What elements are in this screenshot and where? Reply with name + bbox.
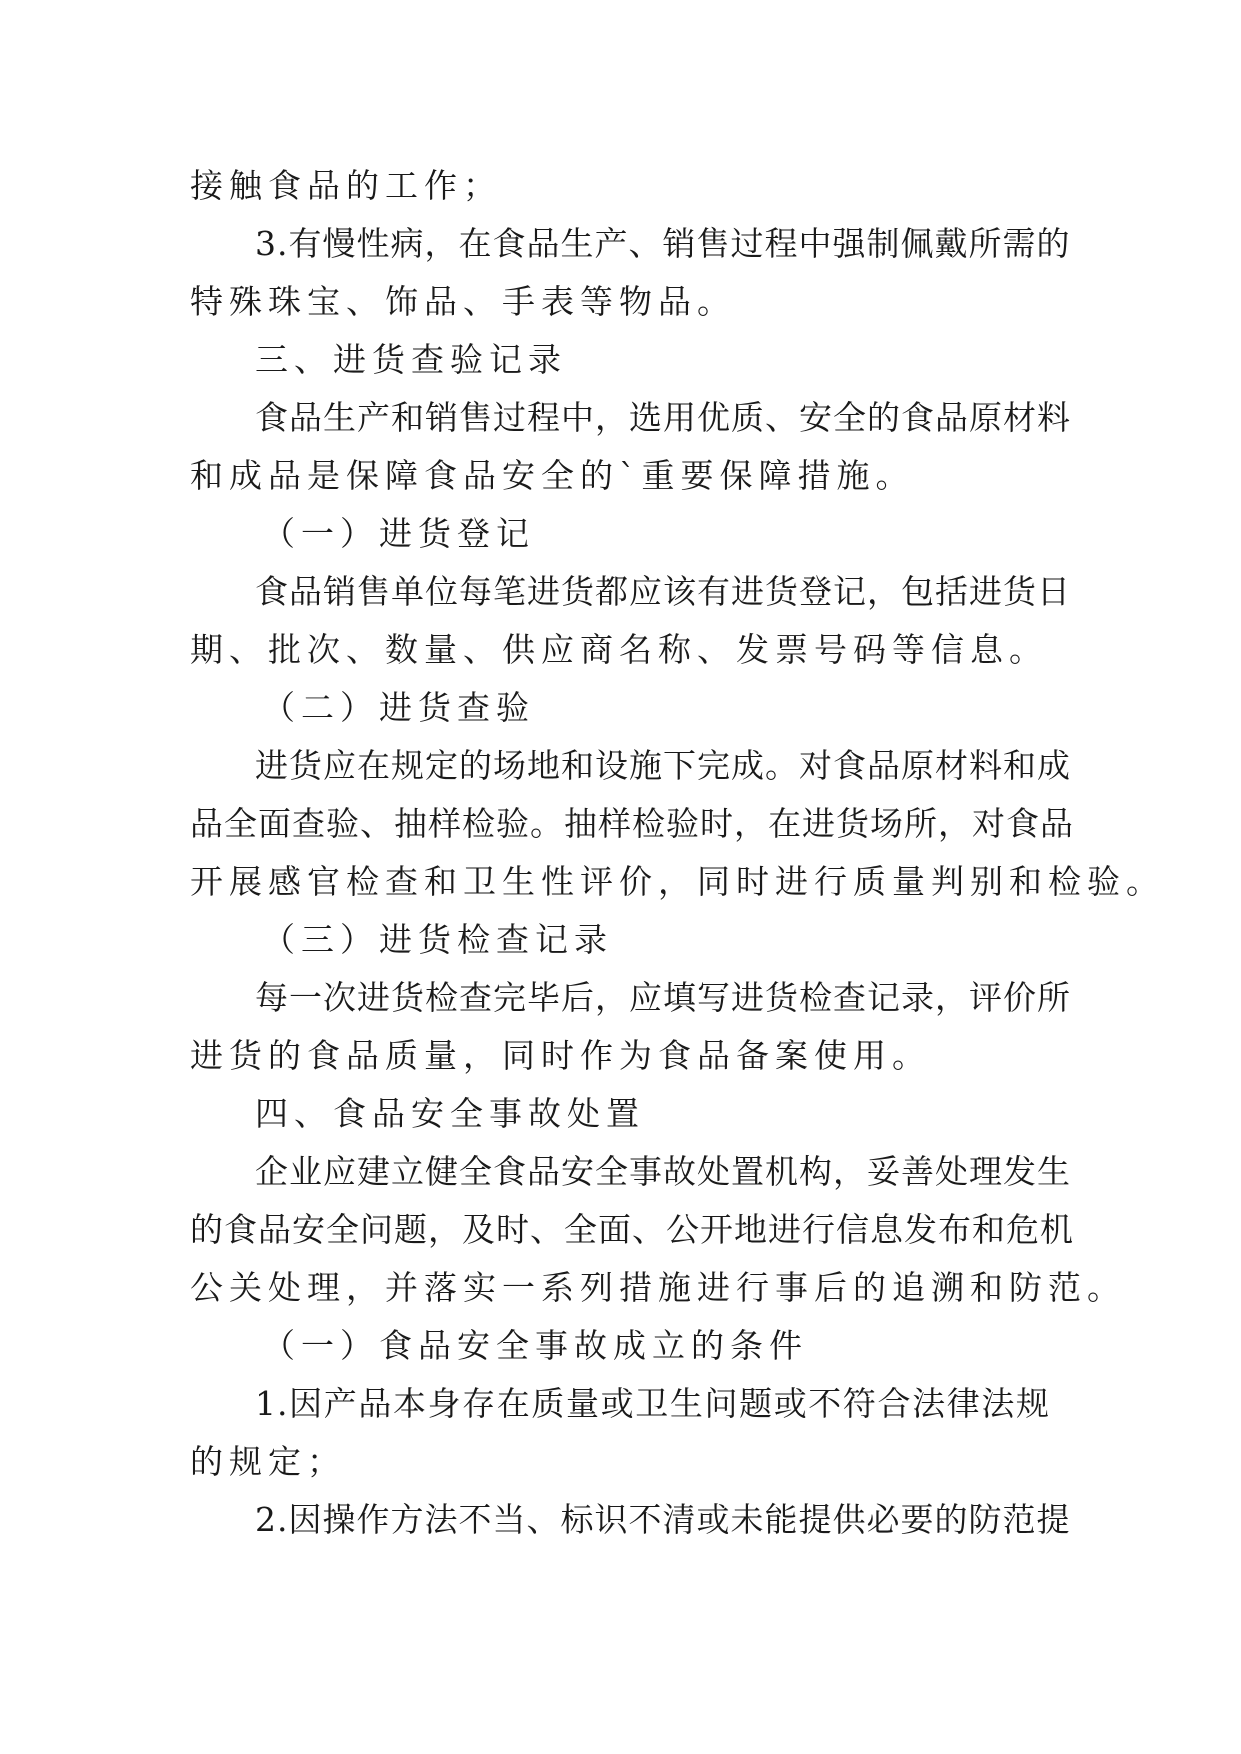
text-line: 的规定； — [190, 1442, 346, 1481]
text-line: 每一次进货检查完毕后，应填写进货检查记录，评价所 — [255, 978, 1071, 1017]
subsection-heading: （一）食品安全事故成立的条件 — [262, 1326, 808, 1365]
text-line: 公关处理，并落实一系列措施进行事后的追溯和防范。 — [190, 1268, 1126, 1307]
text-line: 特殊珠宝、饰品、手表等物品。 — [190, 282, 736, 321]
text-line: 进货应在规定的场地和设施下完成。对食品原材料和成 — [255, 746, 1071, 785]
subsection-heading: （二）进货查验 — [262, 688, 535, 727]
text-line: 的食品安全问题，及时、全面、公开地进行信息发布和危机 — [190, 1210, 1074, 1249]
text-line: 接触食品的工作； — [190, 166, 502, 205]
text-line: 2.因操作方法不当、标识不清或未能提供必要的防范提 — [255, 1500, 1071, 1539]
text-line: 开展感官检查和卫生性评价，同时进行质量判别和检验。 — [190, 862, 1165, 901]
text-line: 期、批次、数量、供应商名称、发票号码等信息。 — [190, 630, 1048, 669]
text-line: 品全面查验、抽样检验。抽样检验时，在进货场所，对食品 — [190, 804, 1074, 843]
subsection-heading: （一）进货登记 — [262, 514, 535, 553]
text-line: 和成品是保障食品安全的`重要保障措施。 — [190, 456, 915, 495]
text-line: 食品生产和销售过程中，选用优质、安全的食品原材料 — [255, 398, 1071, 437]
text-line: 3.有慢性病，在食品生产、销售过程中强制佩戴所需的 — [255, 224, 1071, 263]
text-line: 企业应建立健全食品安全事故处置机构，妥善处理发生 — [255, 1152, 1071, 1191]
text-line: 1.因产品本身存在质量或卫生问题或不符合法律法规 — [255, 1384, 1050, 1423]
text-line: 进货的食品质量，同时作为食品备案使用。 — [190, 1036, 931, 1075]
section-heading: 四、食品安全事故处置 — [255, 1094, 645, 1133]
subsection-heading: （三）进货检查记录 — [262, 920, 613, 959]
text-line: 食品销售单位每笔进货都应该有进货登记，包括进货日 — [255, 572, 1071, 611]
section-heading: 三、进货查验记录 — [255, 340, 567, 379]
